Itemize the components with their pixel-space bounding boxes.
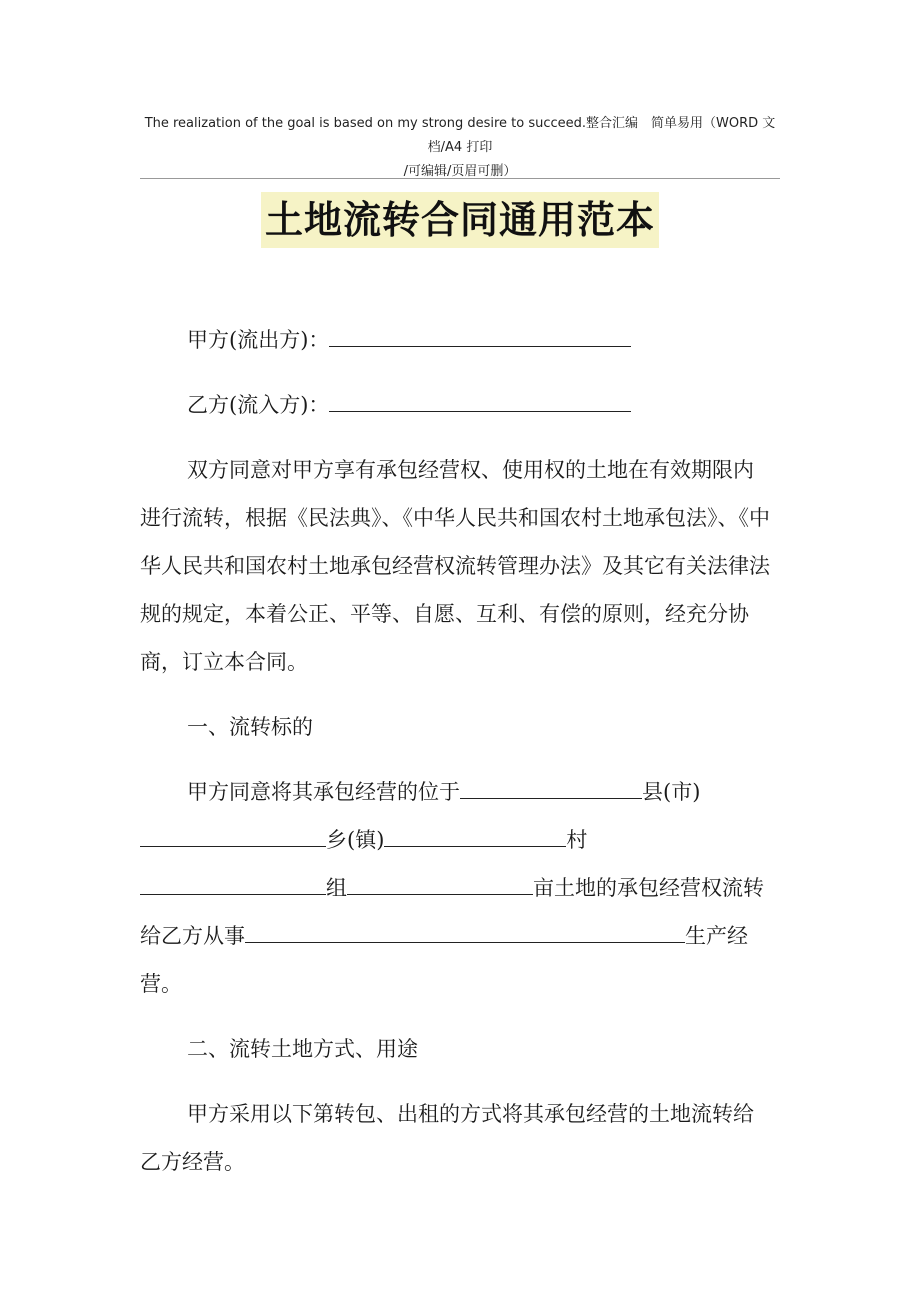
section-1-text-3: 乡(镇): [326, 828, 385, 852]
header-line-1: The realization of the goal is based on my strong desire to succeed.整合汇编 简单易用（WORD 文档/A4 打印: [144, 116, 776, 155]
county-blank[interactable]: [460, 770, 642, 799]
document-body: [140, 316, 772, 1203]
party-a-label: 甲方(流出方)：: [187, 328, 330, 352]
area-blank[interactable]: [347, 866, 533, 895]
township-blank[interactable]: [140, 818, 326, 847]
section-1-text-7: 生产经营。: [140, 924, 748, 996]
section-2-heading: 二、流转土地方式、用途: [187, 1037, 418, 1061]
village-blank[interactable]: [384, 818, 566, 847]
section-2-paragraph: 甲方采用以下第转包、出租的方式将其承包经营的土地流转给乙方经营。: [140, 1102, 754, 1174]
party-b-blank[interactable]: [329, 383, 631, 412]
party-b-label: 乙方(流入方)：: [187, 393, 330, 417]
section-1-paragraph: [140, 768, 772, 1008]
document-title: 土地流转合同通用范本: [261, 192, 659, 248]
section-1-text-6: 亩土地的承包经营权流转给乙方从事: [140, 876, 764, 948]
section-1-text-5: 组: [326, 876, 347, 900]
section-1-heading: 一、流转标的: [187, 715, 313, 739]
section-1-text-1: 甲方同意将其承包经营的位于: [187, 780, 460, 804]
header-divider: [140, 178, 780, 179]
page-header: [140, 112, 780, 184]
group-blank[interactable]: [140, 866, 326, 895]
section-1-text-2: 县(市): [642, 780, 701, 804]
party-a-line: [140, 316, 772, 364]
header-line-2: /可编辑/页眉可删）: [403, 164, 517, 179]
section-1-text-4: 村: [566, 828, 588, 852]
party-a-blank[interactable]: [329, 318, 631, 347]
usage-blank[interactable]: [245, 914, 685, 943]
party-b-line: [140, 381, 772, 429]
title-container: [0, 192, 920, 248]
intro-paragraph: 双方同意对甲方享有承包经营权、使用权的土地在有效期限内进行流转，根据《民法典》、《中华人民共和国农村土地承包法》、《中华人民共和国农村土地承包经营权流转管理办法》及其它有关法律法规的规定，本着公正、平等、自愿、互利、有偿的原则，经充分协商，订立本合同。: [140, 458, 770, 674]
